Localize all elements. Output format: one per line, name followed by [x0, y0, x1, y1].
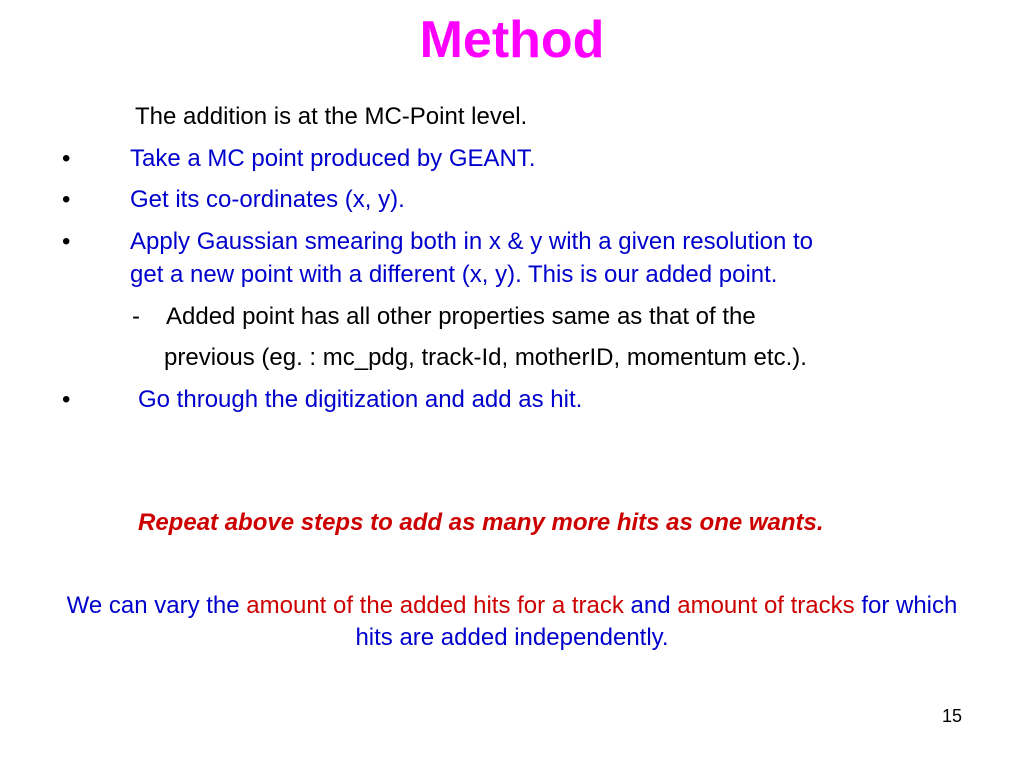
closing-statement	[60, 590, 964, 654]
sub-dash: -	[132, 303, 140, 330]
intro-text: The addition is at the MC-Point level.	[135, 103, 528, 130]
page-number: 15	[941, 706, 962, 726]
closing-part: We can vary the	[66, 592, 247, 619]
closing-part: for which hits are added independently.	[355, 592, 958, 651]
bullet-marker: •	[62, 186, 71, 213]
emphasis-note: Repeat above steps to add as many more hits as one wants.	[138, 509, 824, 536]
bullet-item: Apply Gaussian smearing both in x & y with a given resolution to	[130, 228, 814, 255]
bullet-item: Take a MC point produced by GEANT.	[130, 145, 536, 172]
bullet-item-continuation: get a new point with a different (x, y). This is our added point.	[130, 261, 778, 288]
slide-title: Method	[419, 11, 605, 69]
bullet-marker: •	[62, 386, 71, 413]
closing-highlight: amount of tracks	[677, 592, 855, 619]
bullet-item: Go through the digitization and add as hit.	[138, 386, 583, 413]
sub-item-continuation: previous (eg. : mc_pdg, track-Id, motherID, momentum etc.).	[164, 344, 807, 371]
closing-part: and	[623, 592, 678, 619]
sub-item: Added point has all other properties same as that of the	[166, 303, 756, 330]
bullet-item: Get its co-ordinates (x, y).	[130, 186, 405, 213]
bullet-marker: •	[62, 228, 71, 255]
closing-highlight: amount of the added hits for a track	[246, 592, 624, 619]
bullet-marker: •	[62, 145, 71, 172]
